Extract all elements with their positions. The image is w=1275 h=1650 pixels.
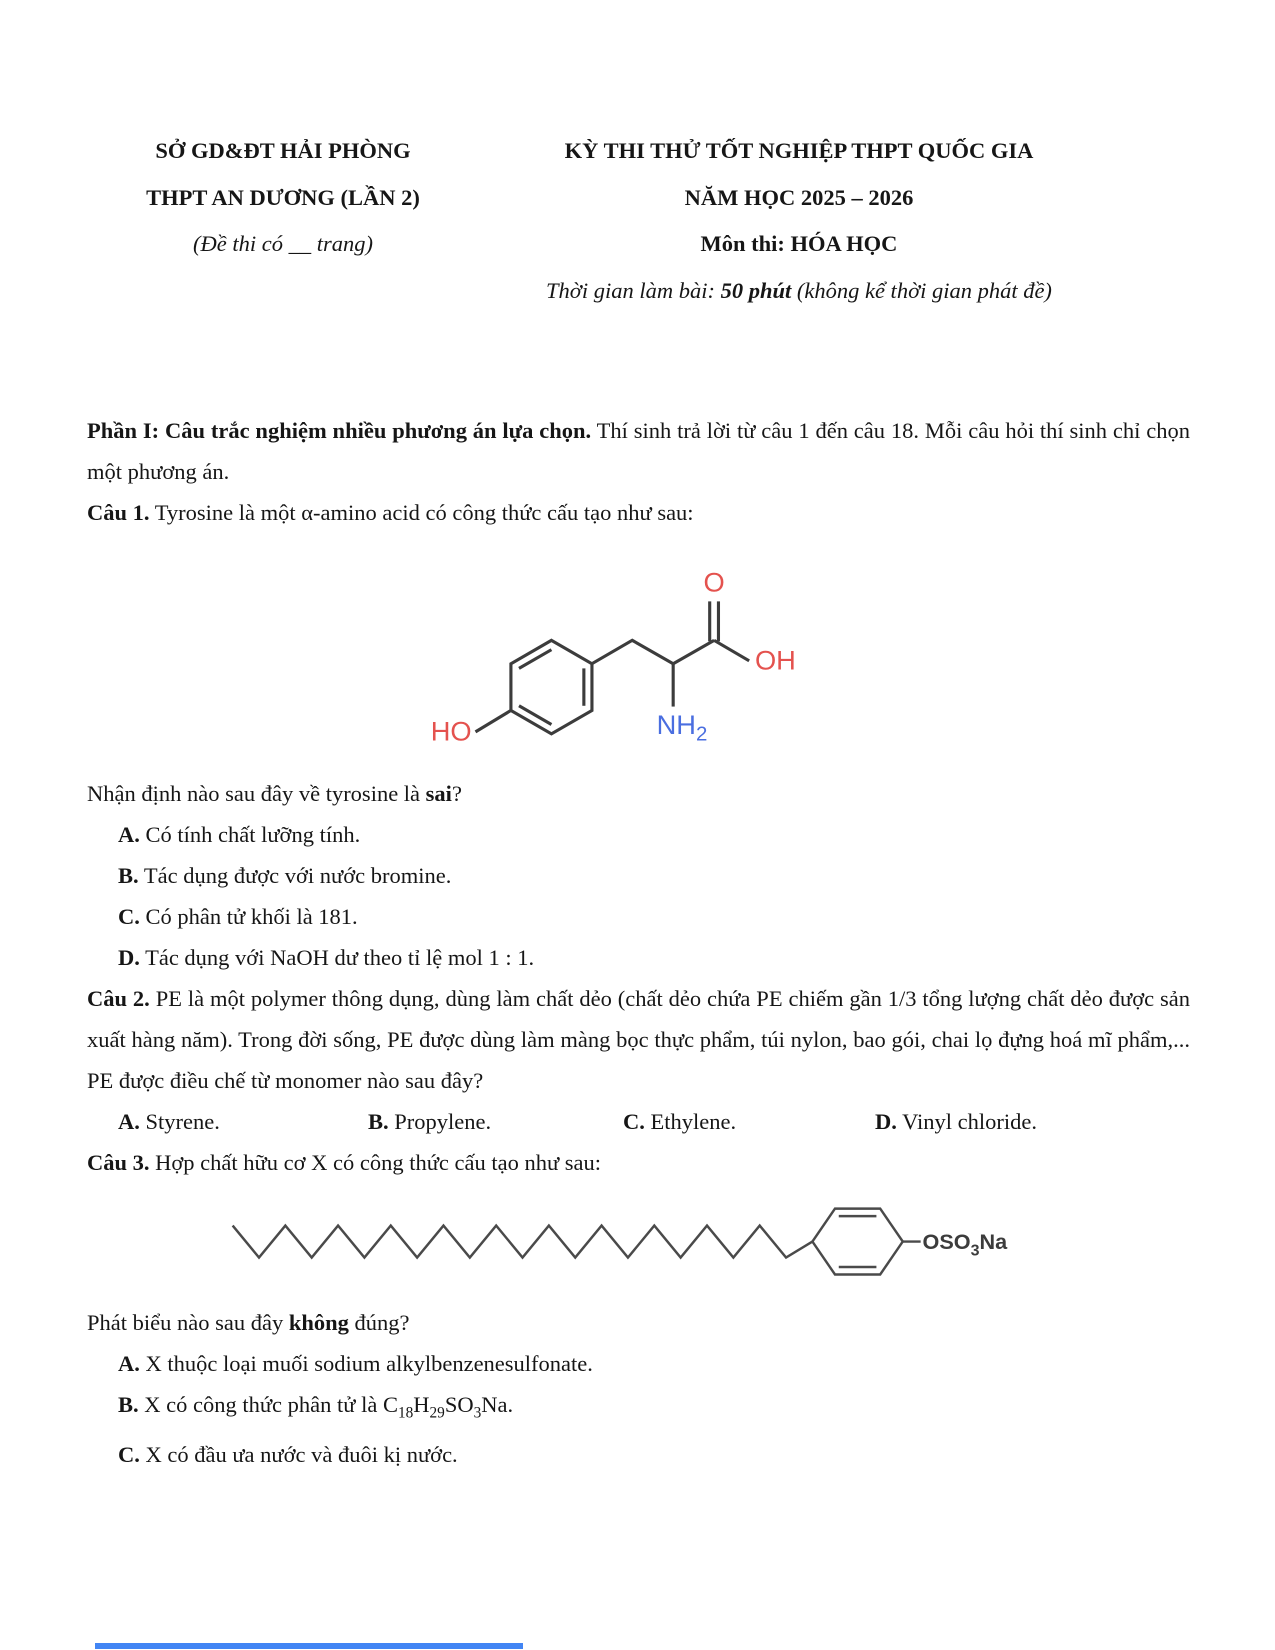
question-2-body: PE là một polymer thông dụng, dùng làm chất dẻo (chất dẻo chứa PE chiếm gần 1/3 tổng lượng chất dẻo được sản xuất hàng năm). Trong đời sống, PE được dùng làm màng bọc thực phẩm, túi nylon, bao gói, chai lọ đựng hoá mĩ phẩm,... PE được điều chế từ monomer nào sau đây? (87, 986, 1191, 1093)
q2-option-c-text: Ethylene. (644, 1109, 737, 1134)
carbonyl-o-label: O (703, 566, 725, 598)
q2-options-row (87, 1101, 1190, 1142)
alkyl-chain (233, 1226, 813, 1258)
question-2-text (87, 978, 1190, 1101)
q2-option-a-letter: A. (118, 1109, 140, 1134)
q1-stem-pre: Nhận định nào sau đây về tyrosine là (87, 781, 426, 806)
q1-option-d-letter: D. (118, 945, 140, 970)
q1-stem-keyword: sai (425, 781, 452, 806)
question-3-body: Hợp chất hữu cơ X có công thức cấu tạo như sau: (149, 1150, 602, 1175)
q3-option-c-letter: C. (118, 1441, 140, 1467)
ho-label: HO (430, 715, 472, 747)
oso-part: OSO (922, 1229, 971, 1255)
duration-line (479, 268, 1119, 315)
question-3-label: Câu 3. (87, 1150, 150, 1175)
q3-option-b-letter: B. (118, 1392, 139, 1417)
q1-option-c-text: Có phân tử khối là 181. (139, 904, 358, 929)
q1-option-b (87, 855, 1190, 896)
alkylbenzene-sulfate-svg (227, 1199, 1027, 1286)
q1-stem-post: ? (451, 781, 462, 806)
na-part: Na (979, 1229, 1008, 1255)
oso-subscript: 3 (970, 1242, 980, 1260)
q1-option-d (87, 937, 1190, 978)
q1-option-a (87, 814, 1190, 855)
q3-stem-post: đúng? (348, 1310, 410, 1335)
q3-option-c (87, 1434, 1190, 1475)
q3-option-a-letter: A. (118, 1351, 140, 1376)
q1-option-a-text: Có tính chất lưỡng tính. (139, 822, 361, 847)
question-2-label: Câu 2. (87, 986, 150, 1011)
q3-formula-sub-18: 18 (397, 1404, 414, 1422)
duration-post: (không kể thời gian phát đề) (791, 277, 1052, 303)
q1-option-a-letter: A. (118, 822, 140, 847)
question-3-stem (87, 1302, 1190, 1343)
exam-header (87, 0, 1190, 314)
q1-option-b-letter: B. (118, 863, 139, 888)
q3-option-a (87, 1343, 1190, 1384)
question-3-text (87, 1142, 1190, 1183)
q1-option-d-text: Tác dụng với NaOH dư theo tỉ lệ mol 1 : 1. (139, 945, 535, 970)
q3-formula-so: SO (444, 1392, 474, 1417)
duration-pre: Thời gian làm bài: (546, 277, 721, 303)
q3-stem-keyword: không (288, 1310, 349, 1335)
q1-option-c (87, 896, 1190, 937)
q2-option-c (623, 1101, 875, 1142)
question-1-body: Tyrosine là một α-amino acid có công thức cấu tạo như sau: (149, 500, 694, 525)
oso3na-label (923, 1229, 1009, 1260)
q2-option-b (368, 1101, 623, 1142)
question-1-label: Câu 1. (87, 500, 150, 525)
duration-minutes: 50 phút (720, 277, 792, 303)
q1-option-b-text: Tác dụng được với nước bromine. (138, 863, 452, 888)
oh-label: OH (754, 644, 796, 676)
q3-formula-sub-3: 3 (473, 1404, 482, 1422)
nh2-main: NH (656, 708, 696, 740)
page-count-note: (Đề thi có __ trang) (193, 231, 373, 256)
q3-formula-h: H (413, 1392, 430, 1417)
header-exam-block (479, 128, 1119, 314)
q2-option-b-letter: B. (368, 1109, 389, 1134)
department-name: SỞ GD&ĐT HẢI PHÒNG (155, 138, 411, 163)
benzene-ring (511, 640, 592, 733)
alkyl-chain-bonds (233, 1209, 921, 1275)
q3-option-b-pre: X có công thức phân tử là C (138, 1392, 398, 1417)
tyrosine-structure-svg (405, 541, 805, 765)
q2-option-a-text: Styrene. (139, 1109, 220, 1134)
benzene-ring-2 (812, 1209, 902, 1275)
tyrosine-bonds (475, 601, 749, 733)
q2-option-b-text: Propylene. (388, 1109, 492, 1134)
exam-title: KỲ THI THỬ TỐT NGHIỆP THPT QUỐC GIA (564, 138, 1034, 163)
alkylbenzene-sulfate-structure (227, 1199, 1190, 1292)
question-1-text (87, 492, 1190, 533)
school-year: NĂM HỌC 2025 – 2026 (684, 184, 914, 210)
header-school-block (87, 128, 479, 314)
q3-option-a-text: X thuộc loại muối sodium alkylbenzenesulfonate. (139, 1351, 593, 1376)
q2-option-a (118, 1101, 368, 1142)
q2-option-d (875, 1101, 1037, 1142)
subject-line: Môn thi: HÓA HỌC (700, 231, 898, 256)
q3-formula-na: Na. (481, 1392, 514, 1417)
part1-intro (87, 410, 1190, 492)
q2-option-d-text: Vinyl chloride. (896, 1109, 1037, 1134)
nh2-label (657, 709, 708, 746)
q2-option-c-letter: C. (623, 1109, 645, 1134)
q3-stem-pre: Phát biểu nào sau đây (87, 1310, 289, 1335)
school-name: THPT AN DƯƠNG (LẦN 2) (146, 184, 420, 210)
q3-option-c-text: X có đầu ưa nước và đuôi kị nước. (139, 1441, 458, 1467)
q2-option-d-letter: D. (875, 1109, 897, 1134)
nh2-subscript: 2 (695, 722, 708, 746)
q1-option-c-letter: C. (118, 904, 140, 929)
q3-option-b (87, 1384, 1190, 1434)
question-1-stem (87, 773, 1190, 814)
part1-instructions: Thí sinh trả lời từ câu 1 đến câu 18. Mỗi câu hỏi thí sinh chỉ chọn một phương án. (87, 418, 1190, 484)
q3-formula-sub-29: 29 (429, 1404, 445, 1422)
part1-heading: Phần I: Câu trắc nghiệm nhiều phương án lựa chọn. (87, 418, 592, 443)
tyrosine-structure (405, 541, 1190, 771)
bottom-highlight-bar (95, 1643, 523, 1649)
